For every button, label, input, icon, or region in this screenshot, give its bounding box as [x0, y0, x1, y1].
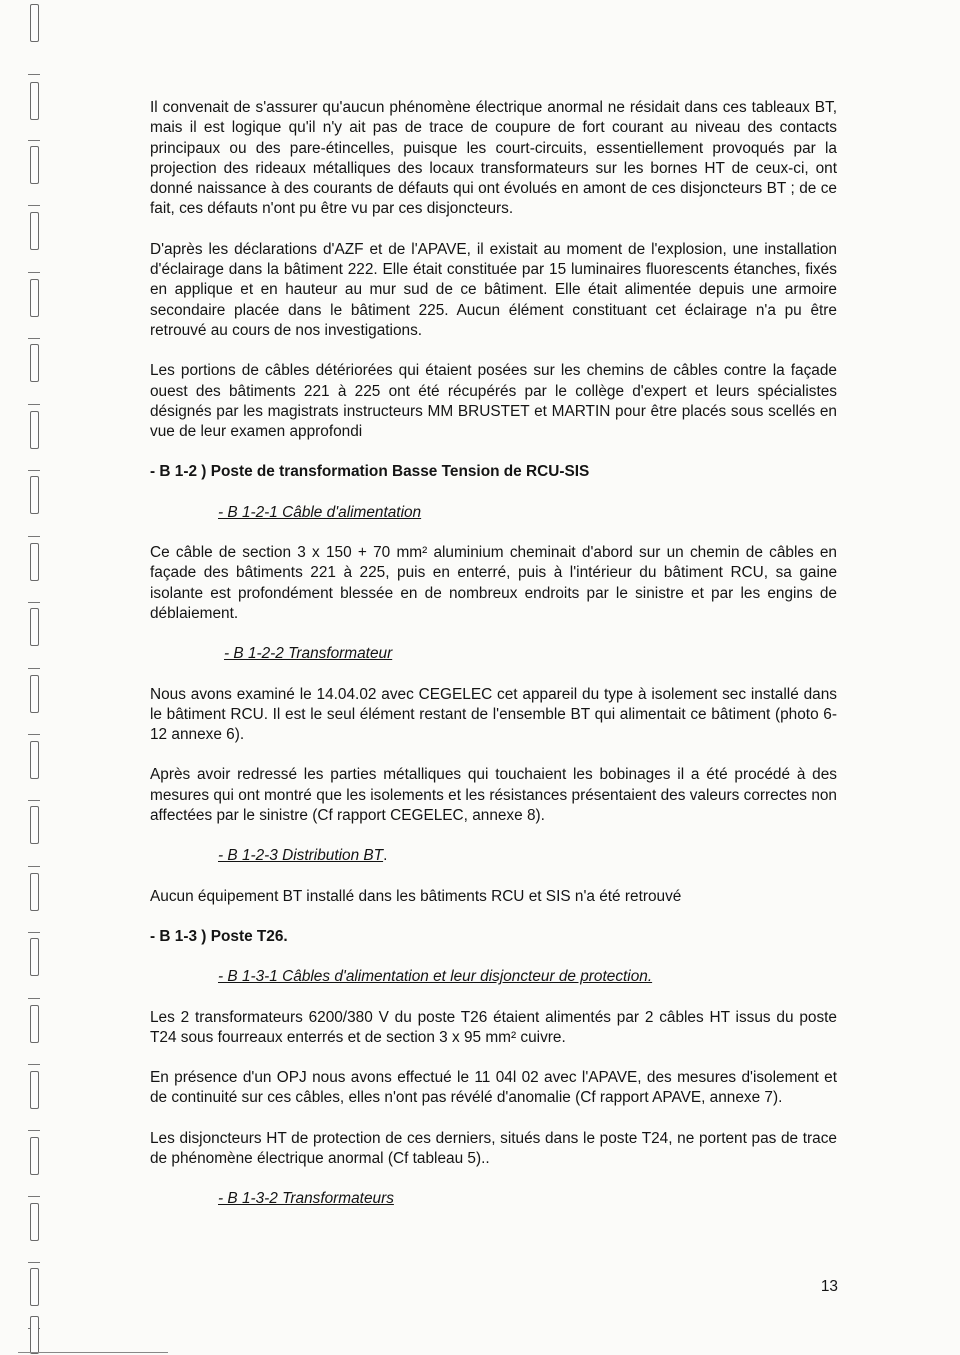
paragraph: Les portions de câbles détériorées qui étaient posées sur les chemins de câbles contre la façade ouest des bâtiments 221 à 225 ont été récupérés par le collège d'expert et leurs spécialistes désignés par les magistrats instructeurs MM BRUSTET et MARTIN pour être placés sous scellés en vue de leur examen approfondi	[150, 362, 837, 441]
binder-tick	[28, 1130, 40, 1131]
binder-hole	[30, 543, 39, 581]
paragraph: Nous avons examiné le 14.04.02 avec CEGELEC cet appareil du type à isolement sec installé dans le bâtiment RCU. Il est le seul élément restant de l'ensemble BT qui alimentait ce bâtiment (photo 6-12 annexe 6).	[150, 685, 837, 744]
binder-hole	[30, 212, 39, 250]
paragraph: Les 2 transformateurs 6200/380 V du poste T26 étaient alimentés par 2 câbles HT issus du poste T24 sous fourreaux enterrés et de section 3 x 95 mm² cuivre.	[150, 1008, 837, 1046]
binder-tick	[28, 734, 40, 735]
binder-tick	[28, 470, 40, 471]
paragraph: Ce câble de section 3 x 150 + 70 mm² aluminium cheminait d'abord sur un chemin de câbles en façade des bâtiments 221 à 225, puis en enterré, puis à l'intérieur du bâtiment RCU, sa gaine isolante est profondément blessée en de nombreux endroits par le sinistre et par les engins de déblaiement.	[150, 544, 837, 622]
binder-tick	[28, 272, 40, 273]
binder-hole	[30, 146, 39, 184]
binder-hole	[30, 1316, 39, 1354]
paragraph: Aucun équipement BT installé dans les bâtiments RCU et SIS n'a été retrouvé	[150, 887, 682, 905]
binder-tick	[28, 998, 40, 999]
binder-hole	[30, 82, 39, 120]
page-number: 13	[820, 1278, 838, 1295]
binder-tick	[28, 74, 40, 75]
binder-hole	[30, 608, 39, 646]
binder-hole	[30, 476, 39, 514]
binder-tick	[28, 536, 40, 537]
binder-tick	[28, 338, 40, 339]
paragraph: Les disjoncteurs HT de protection de ces derniers, situés dans le poste T24, ne portent pas de trace de phénomène électrique anormal (Cf tableau 5)..	[150, 1129, 837, 1167]
binder-tick	[28, 1262, 40, 1263]
binder-hole	[30, 873, 39, 911]
binder-hole	[30, 1005, 39, 1043]
sub-heading-b123: - B 1-2-3 Distribution BT	[218, 847, 384, 865]
binder-tick	[28, 404, 40, 405]
binder-tick	[28, 932, 40, 933]
sub-heading-b123-wrapper	[218, 846, 837, 866]
binder-tick	[28, 866, 40, 867]
binder-hole	[30, 675, 39, 713]
binder-hole	[30, 1071, 39, 1109]
binder-tick	[28, 205, 40, 206]
paragraph: Il convenait de s'assurer qu'aucun phénomène électrique anormal ne résidait dans ces tableaux BT, mais il est logique qu'il n'y ait pas de trace de coupure de fort courant au niveau des contacts principaux ou des pare-étincelles, puisque les court-circuits, essentiellement provoqués par la projection des rideaux métalliques des locaux transformateurs sur les bornes HT de ceux-ci, ont donné naissance à des courants de défauts qui ont évolués en amont de ces disjoncteurs BT ; de ce fait, ces défauts n'ont pu être vu par ces disjoncteurs.	[150, 99, 837, 218]
sub-heading-b123-trailing: .	[383, 847, 388, 865]
paragraph: D'après les déclarations d'AZF et de l'APAVE, il existait au moment de l'explosion, une installation d'éclairage dans la bâtiment 222. Elle était constituée par 15 luminaires fluorescents étanches, fixés en applique et en hauteur au mur sud de ce bâtiment. Elle était alimentée depuis une armoire secondaire placée dans le bâtiment 225. Aucun élément constituant cet éclairage n'a pu être retrouvé au cours de nos investigations.	[150, 240, 837, 339]
binder-hole	[30, 1137, 39, 1175]
binder-hole	[30, 344, 39, 382]
binder-tick	[28, 140, 40, 141]
binder-hole	[30, 4, 39, 42]
binder-hole	[30, 806, 39, 844]
document-page	[150, 98, 837, 1230]
paragraph: Après avoir redressé les parties métalliques qui touchaient les bobinages il a été procédé à des mesures qui ont montré que les isolements et les résistances présentaient des valeurs correctes non affectées par le sinistre (Cf rapport CEGELEC, annexe 8).	[150, 766, 837, 825]
sub-heading-b132: - B 1-3-2 Transformateurs	[218, 1190, 394, 1208]
sub-heading-b121: - B 1-2-1 Câble d'alimentation	[218, 503, 422, 521]
binder-tick	[28, 1196, 40, 1197]
binder-hole	[30, 279, 39, 317]
binder-tick	[28, 602, 40, 603]
binder-hole	[30, 1268, 39, 1306]
bottom-rule	[18, 1352, 168, 1353]
section-heading-b13: - B 1-3 ) Poste T26.	[150, 927, 288, 945]
sub-heading-b122: - B 1-2-2 Transformateur	[224, 645, 393, 663]
binder-tick	[28, 1064, 40, 1065]
binder-tick	[28, 668, 40, 669]
binder-tick	[28, 800, 40, 801]
binder-hole	[30, 741, 39, 779]
paragraph: En présence d'un OPJ nous avons effectué le 11 04l 02 avec l'APAVE, des mesures d'isolement et de continuité sur ces câbles, elles n'ont pas révélé d'anomalie (Cf rapport APAVE, annexe 7).	[150, 1069, 837, 1107]
sub-heading-b131: - B 1-3-1 Câbles d'alimentation et leur disjoncteur de protection.	[218, 968, 653, 986]
section-heading-b12: - B 1-2 ) Poste de transformation Basse Tension de RCU-SIS	[150, 463, 590, 481]
binder-hole	[30, 1203, 39, 1241]
binder-margin	[0, 0, 60, 1355]
binder-hole	[30, 938, 39, 976]
binder-hole	[30, 411, 39, 449]
